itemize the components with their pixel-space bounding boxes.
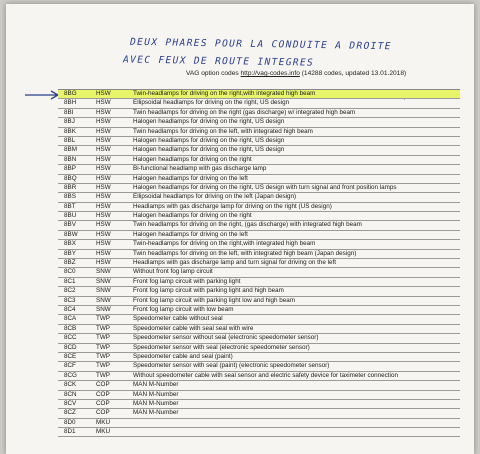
code-cell: 8CC [64, 334, 77, 342]
group-cell: SNW [96, 296, 111, 304]
code-cell: 8BL [64, 136, 76, 144]
group-cell: HSW [96, 259, 111, 267]
code-cell: 8D0 [64, 418, 76, 426]
group-cell: COP [96, 409, 110, 417]
group-cell: HSW [96, 202, 111, 210]
group-cell: TWP [96, 315, 110, 323]
code-cell: 8BK [64, 127, 76, 135]
group-cell: HSW [96, 165, 111, 173]
source-link[interactable]: http://vag-codes.info [240, 70, 300, 77]
table-row [58, 362, 460, 371]
code-cell: 8BI [64, 108, 74, 116]
table-row [58, 203, 460, 212]
table-row [58, 259, 460, 268]
code-cell: 8BS [64, 193, 76, 201]
description-cell: Twin-headlamps for driving on the right,with integrated high beam [133, 90, 316, 97]
option-codes-table [58, 89, 460, 437]
group-cell: HSW [96, 155, 111, 163]
handwritten-note-line2: AVEC FEUX DE ROUTE INTEGRES [122, 54, 315, 69]
group-cell: HSW [96, 174, 111, 182]
code-cell: 8BV [64, 221, 76, 229]
header-suffix: (14288 codes, updated 13.01.2018) [299, 70, 407, 77]
code-cell: 8BR [64, 183, 77, 191]
table-row [58, 250, 460, 259]
table-row [58, 268, 460, 277]
code-cell: 8BX [64, 240, 76, 248]
description-cell: MAN M-Number [133, 399, 179, 407]
table-row [58, 278, 460, 287]
table-row [58, 334, 460, 343]
group-cell: TWP [96, 371, 110, 379]
code-cell: 8BY [64, 249, 76, 257]
table-row [58, 391, 460, 400]
description-cell: Front fog lamp circuit with parking light [133, 277, 241, 285]
handwritten-note-line1: DEUX PHARES POUR LA CONDUITE A DROITE [129, 36, 392, 53]
group-cell: SNW [96, 268, 111, 276]
group-cell: SNW [96, 287, 111, 295]
description-cell: Halogen headlamps for driving on the right, US design with turn signal and front position lamps [133, 183, 397, 191]
group-cell: HSW [96, 221, 111, 229]
table-row [58, 325, 460, 334]
description-cell: Ellipsoidal headlamps for driving on the right, US design [133, 99, 290, 107]
group-cell: HSW [96, 127, 111, 135]
group-cell: MKU [96, 428, 110, 436]
table-row [58, 193, 460, 202]
table-row [58, 287, 460, 296]
group-cell: TWP [96, 324, 110, 332]
group-cell: HSW [96, 240, 111, 248]
code-cell: 8CB [64, 324, 77, 332]
description-cell: Speedometer cable with seal seal with wire [133, 324, 254, 332]
description-cell: Twin-headlamps for driving on the right,with integrated high beam [133, 240, 316, 248]
code-cell: 8CE [64, 352, 77, 360]
table-row [58, 240, 460, 249]
table-row [58, 109, 460, 118]
description-cell: Front fog lamp circuit with parking light low and high beam [133, 296, 296, 304]
description-cell: Halogen headlamps for driving on the right, US design [133, 136, 285, 144]
description-cell: Halogen headlamps for driving on the right, US design [133, 118, 285, 126]
description-cell: Headlamps with gas discharge lamp and turn signal for driving on the left [133, 259, 337, 267]
table-row [58, 297, 460, 306]
group-cell: COP [96, 399, 110, 407]
group-cell: COP [96, 381, 110, 389]
group-cell: HSW [96, 249, 111, 257]
table-row [58, 344, 460, 353]
description-cell: Bi-functional headlamp with gas discharge lamp [133, 165, 267, 173]
table-row [58, 137, 460, 146]
description-cell: Halogen headlamps for driving on the left [133, 174, 248, 182]
code-cell: 8BG [64, 90, 77, 97]
table-row [58, 381, 460, 390]
code-cell: 8BN [64, 155, 77, 163]
description-cell: Speedometer cable and seal (paint) [133, 352, 233, 360]
table-row [58, 165, 460, 174]
description-cell: Front fog lamp circuit with parking light and high beam [133, 287, 284, 295]
description-cell: Halogen headlamps for driving on the right, US design [133, 146, 285, 154]
group-cell: SNW [96, 305, 111, 313]
table-row [58, 212, 460, 221]
table-row [58, 306, 460, 315]
group-cell: HSW [96, 136, 111, 144]
group-cell: HSW [96, 146, 111, 154]
code-cell: 8CZ [64, 409, 76, 417]
description-cell: Speedometer sensor with seal (electronic speedometer sensor) [133, 343, 310, 351]
code-cell: 8CK [64, 381, 77, 389]
code-cell: 8C2 [64, 287, 76, 295]
code-cell: 8BU [64, 212, 77, 220]
description-cell: Twin headlamps for driving on the right (gas discharge) w/ integrated high beam [133, 108, 356, 116]
header-prefix: VAG option codes [186, 70, 241, 77]
table-row [58, 128, 460, 137]
description-cell: Ellipsoidal headlamps for driving on the left (Japan design) [133, 193, 297, 201]
description-cell: Without speedometer cable with seal sensor and electric safety device for taximeter connection [133, 371, 398, 379]
code-cell: 8BH [64, 99, 77, 107]
code-cell: 8C3 [64, 296, 76, 304]
description-cell: Speedometer sensor with seal (paint) (electronic speedometer sensor) [133, 362, 330, 370]
description-cell: Twin headlamps for driving on the right, (gas discharge) with integrated high beam [133, 221, 362, 229]
code-cell: 8CG [64, 371, 77, 379]
document-page [6, 4, 474, 454]
table-row [58, 231, 460, 240]
code-cell: 8C0 [64, 268, 76, 276]
group-cell: HSW [96, 99, 111, 107]
group-cell: HSW [96, 193, 111, 201]
group-cell: TWP [96, 343, 110, 351]
table-row [58, 419, 460, 428]
code-cell: 8BW [64, 230, 78, 238]
table-row [58, 372, 460, 381]
table-row [58, 156, 460, 165]
code-cell: 8CV [64, 399, 77, 407]
table-row [58, 315, 460, 324]
description-cell: Speedometer sensor without seal (electronic speedometer sensor) [133, 334, 319, 342]
table-row-highlighted [58, 90, 460, 99]
table-row [58, 353, 460, 362]
description-cell: Halogen headlamps for driving on the right [133, 212, 252, 220]
table-row [58, 118, 460, 127]
description-cell: Front fog lamp circuit with low beam [133, 305, 234, 313]
code-cell: 8CN [64, 390, 77, 398]
code-cell: 8C4 [64, 305, 76, 313]
group-cell: TWP [96, 334, 110, 342]
table-row [58, 184, 460, 193]
description-cell: Without front fog lamp circuit [133, 268, 213, 276]
description-cell: MAN M-Number [133, 381, 179, 389]
group-cell: TWP [96, 352, 110, 360]
description-cell: Halogen headlamps for driving on the right [133, 155, 252, 163]
table-row [58, 409, 460, 418]
description-cell: MAN M-Number [133, 390, 179, 398]
group-cell: HSW [96, 118, 111, 126]
table-row [58, 146, 460, 155]
left-arrow-icon [24, 90, 60, 100]
code-cell: 8CF [64, 362, 76, 370]
code-cell: 8BQ [64, 174, 77, 182]
table-row [58, 221, 460, 230]
table-row [58, 175, 460, 184]
code-cell: 8BM [64, 146, 77, 154]
table-row [58, 428, 460, 437]
group-cell: MKU [96, 418, 110, 426]
code-cell: 8BZ [64, 259, 76, 267]
source-header [186, 70, 406, 77]
code-cell: 8CD [64, 343, 77, 351]
group-cell: HSW [96, 108, 111, 116]
description-cell: Twin headlamps for driving on the left, with integrated high beam (Japan design) [133, 249, 357, 257]
code-cell: 8CA [64, 315, 77, 323]
group-cell: HSW [96, 183, 111, 191]
group-cell: HSW [96, 212, 111, 220]
table-row [58, 99, 460, 108]
group-cell: COP [96, 390, 110, 398]
code-cell: 8C1 [64, 277, 76, 285]
description-cell: MAN M-Number [133, 409, 179, 417]
group-cell: SNW [96, 277, 111, 285]
code-cell: 8BJ [64, 118, 75, 126]
description-cell: Halogen headlamps for driving on the left [133, 230, 248, 238]
description-cell: Headlamps with gas discharge lamp for driving on the right (US design) [133, 202, 332, 210]
code-cell: 8BT [64, 202, 76, 210]
group-cell: HSW [96, 230, 111, 238]
group-cell: TWP [96, 362, 110, 370]
group-cell: HSW [96, 90, 111, 97]
table-row [58, 400, 460, 409]
description-cell: Speedometer cable without seal [133, 315, 223, 323]
code-cell: 8D1 [64, 428, 76, 436]
description-cell: Twin headlamps for driving on the left, with integrated high beam [133, 127, 313, 135]
code-cell: 8BP [64, 165, 76, 173]
